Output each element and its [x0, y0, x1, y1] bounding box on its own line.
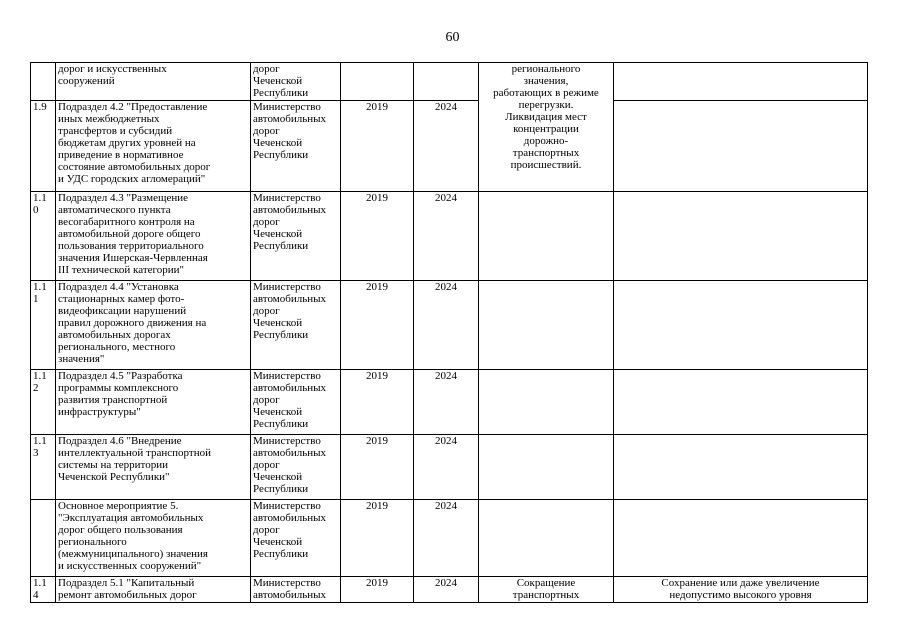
consequence-cell	[614, 500, 868, 577]
start-year-cell: 2019	[341, 370, 414, 435]
start-year-cell: 2019	[341, 500, 414, 577]
consequence-cell	[614, 435, 868, 500]
row-number-cell: 1.1 2	[31, 370, 56, 435]
executor-cell: Министерство автомобильных дорог Чеченской Республики	[251, 101, 341, 192]
table-row	[31, 370, 868, 435]
end-year-cell: 2024	[414, 500, 479, 577]
start-year-cell: 2019	[341, 101, 414, 192]
table-row	[31, 435, 868, 500]
expected-result-cell	[479, 192, 614, 281]
activity-name-cell: дорог и искусственных сооружений	[56, 63, 251, 101]
executor-cell: Министерство автомобильных дорог Чеченской Республики	[251, 192, 341, 281]
expected-result-cell	[479, 435, 614, 500]
executor-cell: Министерство автомобильных	[251, 577, 341, 603]
table-row	[31, 577, 868, 603]
consequence-cell: Сохранение или даже увеличение недопустимо высокого уровня	[614, 577, 868, 603]
start-year-cell: 2019	[341, 577, 414, 603]
row-number-cell	[31, 500, 56, 577]
start-year-cell: 2019	[341, 435, 414, 500]
executor-cell: Министерство автомобильных дорог Чеченской Республики	[251, 370, 341, 435]
table-row	[31, 192, 868, 281]
document-table	[30, 62, 868, 603]
activity-name-cell: Подраздел 4.6 "Внедрение интеллектуальной транспортной системы на территории Чеченской Республики"	[56, 435, 251, 500]
executor-cell: Министерство автомобильных дорог Чеченской Республики	[251, 500, 341, 577]
end-year-cell	[414, 63, 479, 101]
activity-name-cell: Подраздел 4.4 "Установка стационарных камер фото- видеофиксации нарушений правил дорожного движения на автомобильных дорогах регионального, местного значения"	[56, 281, 251, 370]
row-number-cell: 1.9	[31, 101, 56, 192]
table-row	[31, 500, 868, 577]
executor-cell: дорог Чеченской Республики	[251, 63, 341, 101]
end-year-cell: 2024	[414, 370, 479, 435]
consequence-cell	[614, 281, 868, 370]
activity-name-cell: Основное мероприятие 5. "Эксплуатация автомобильных дорог общего пользования регионального (межмуниципального) значения и искусственных сооружений"	[56, 500, 251, 577]
page-number: 60	[445, 30, 460, 45]
row-number-cell: 1.1 0	[31, 192, 56, 281]
end-year-cell: 2024	[414, 577, 479, 603]
expected-result-cell: Сокращение транспортных	[479, 577, 614, 603]
expected-result-cell: регионального значения, работающих в режиме перегрузки. Ликвидация мест концентрации дорожно- транспортных происшествий.	[479, 63, 614, 192]
row-number-cell: 1.1 1	[31, 281, 56, 370]
end-year-cell: 2024	[414, 435, 479, 500]
executor-cell: Министерство автомобильных дорог Чеченской Республики	[251, 435, 341, 500]
row-number-cell	[31, 63, 56, 101]
row-number-cell: 1.1 4	[31, 577, 56, 603]
consequence-cell	[614, 370, 868, 435]
expected-result-cell	[479, 370, 614, 435]
activity-name-cell: Подраздел 4.3 "Размещение автоматического пункта весогабаритного контроля на автомобильной дороге общего пользования территориального значения Ишерская-Червленная III технической категории"	[56, 192, 251, 281]
row-number-cell: 1.1 3	[31, 435, 56, 500]
expected-result-cell	[479, 281, 614, 370]
end-year-cell: 2024	[414, 281, 479, 370]
table-row	[31, 63, 868, 101]
end-year-cell: 2024	[414, 101, 479, 192]
activity-name-cell: Подраздел 5.1 "Капитальный ремонт автомобильных дорог	[56, 577, 251, 603]
consequence-cell	[614, 192, 868, 281]
consequence-cell	[614, 63, 868, 101]
consequence-cell	[614, 101, 868, 192]
table-row	[31, 281, 868, 370]
start-year-cell	[341, 63, 414, 101]
activity-name-cell: Подраздел 4.2 "Предоставление иных межбюджетных трансфертов и субсидий бюджетам других уровней на приведение в нормативное состояние автомобильных дорог и УДС городских агломераций"	[56, 101, 251, 192]
start-year-cell: 2019	[341, 281, 414, 370]
expected-result-cell	[479, 500, 614, 577]
activity-name-cell: Подраздел 4.5 "Разработка программы комплексного развития транспортной инфраструктуры"	[56, 370, 251, 435]
executor-cell: Министерство автомобильных дорог Чеченской Республики	[251, 281, 341, 370]
start-year-cell: 2019	[341, 192, 414, 281]
end-year-cell: 2024	[414, 192, 479, 281]
table-row	[31, 101, 868, 192]
